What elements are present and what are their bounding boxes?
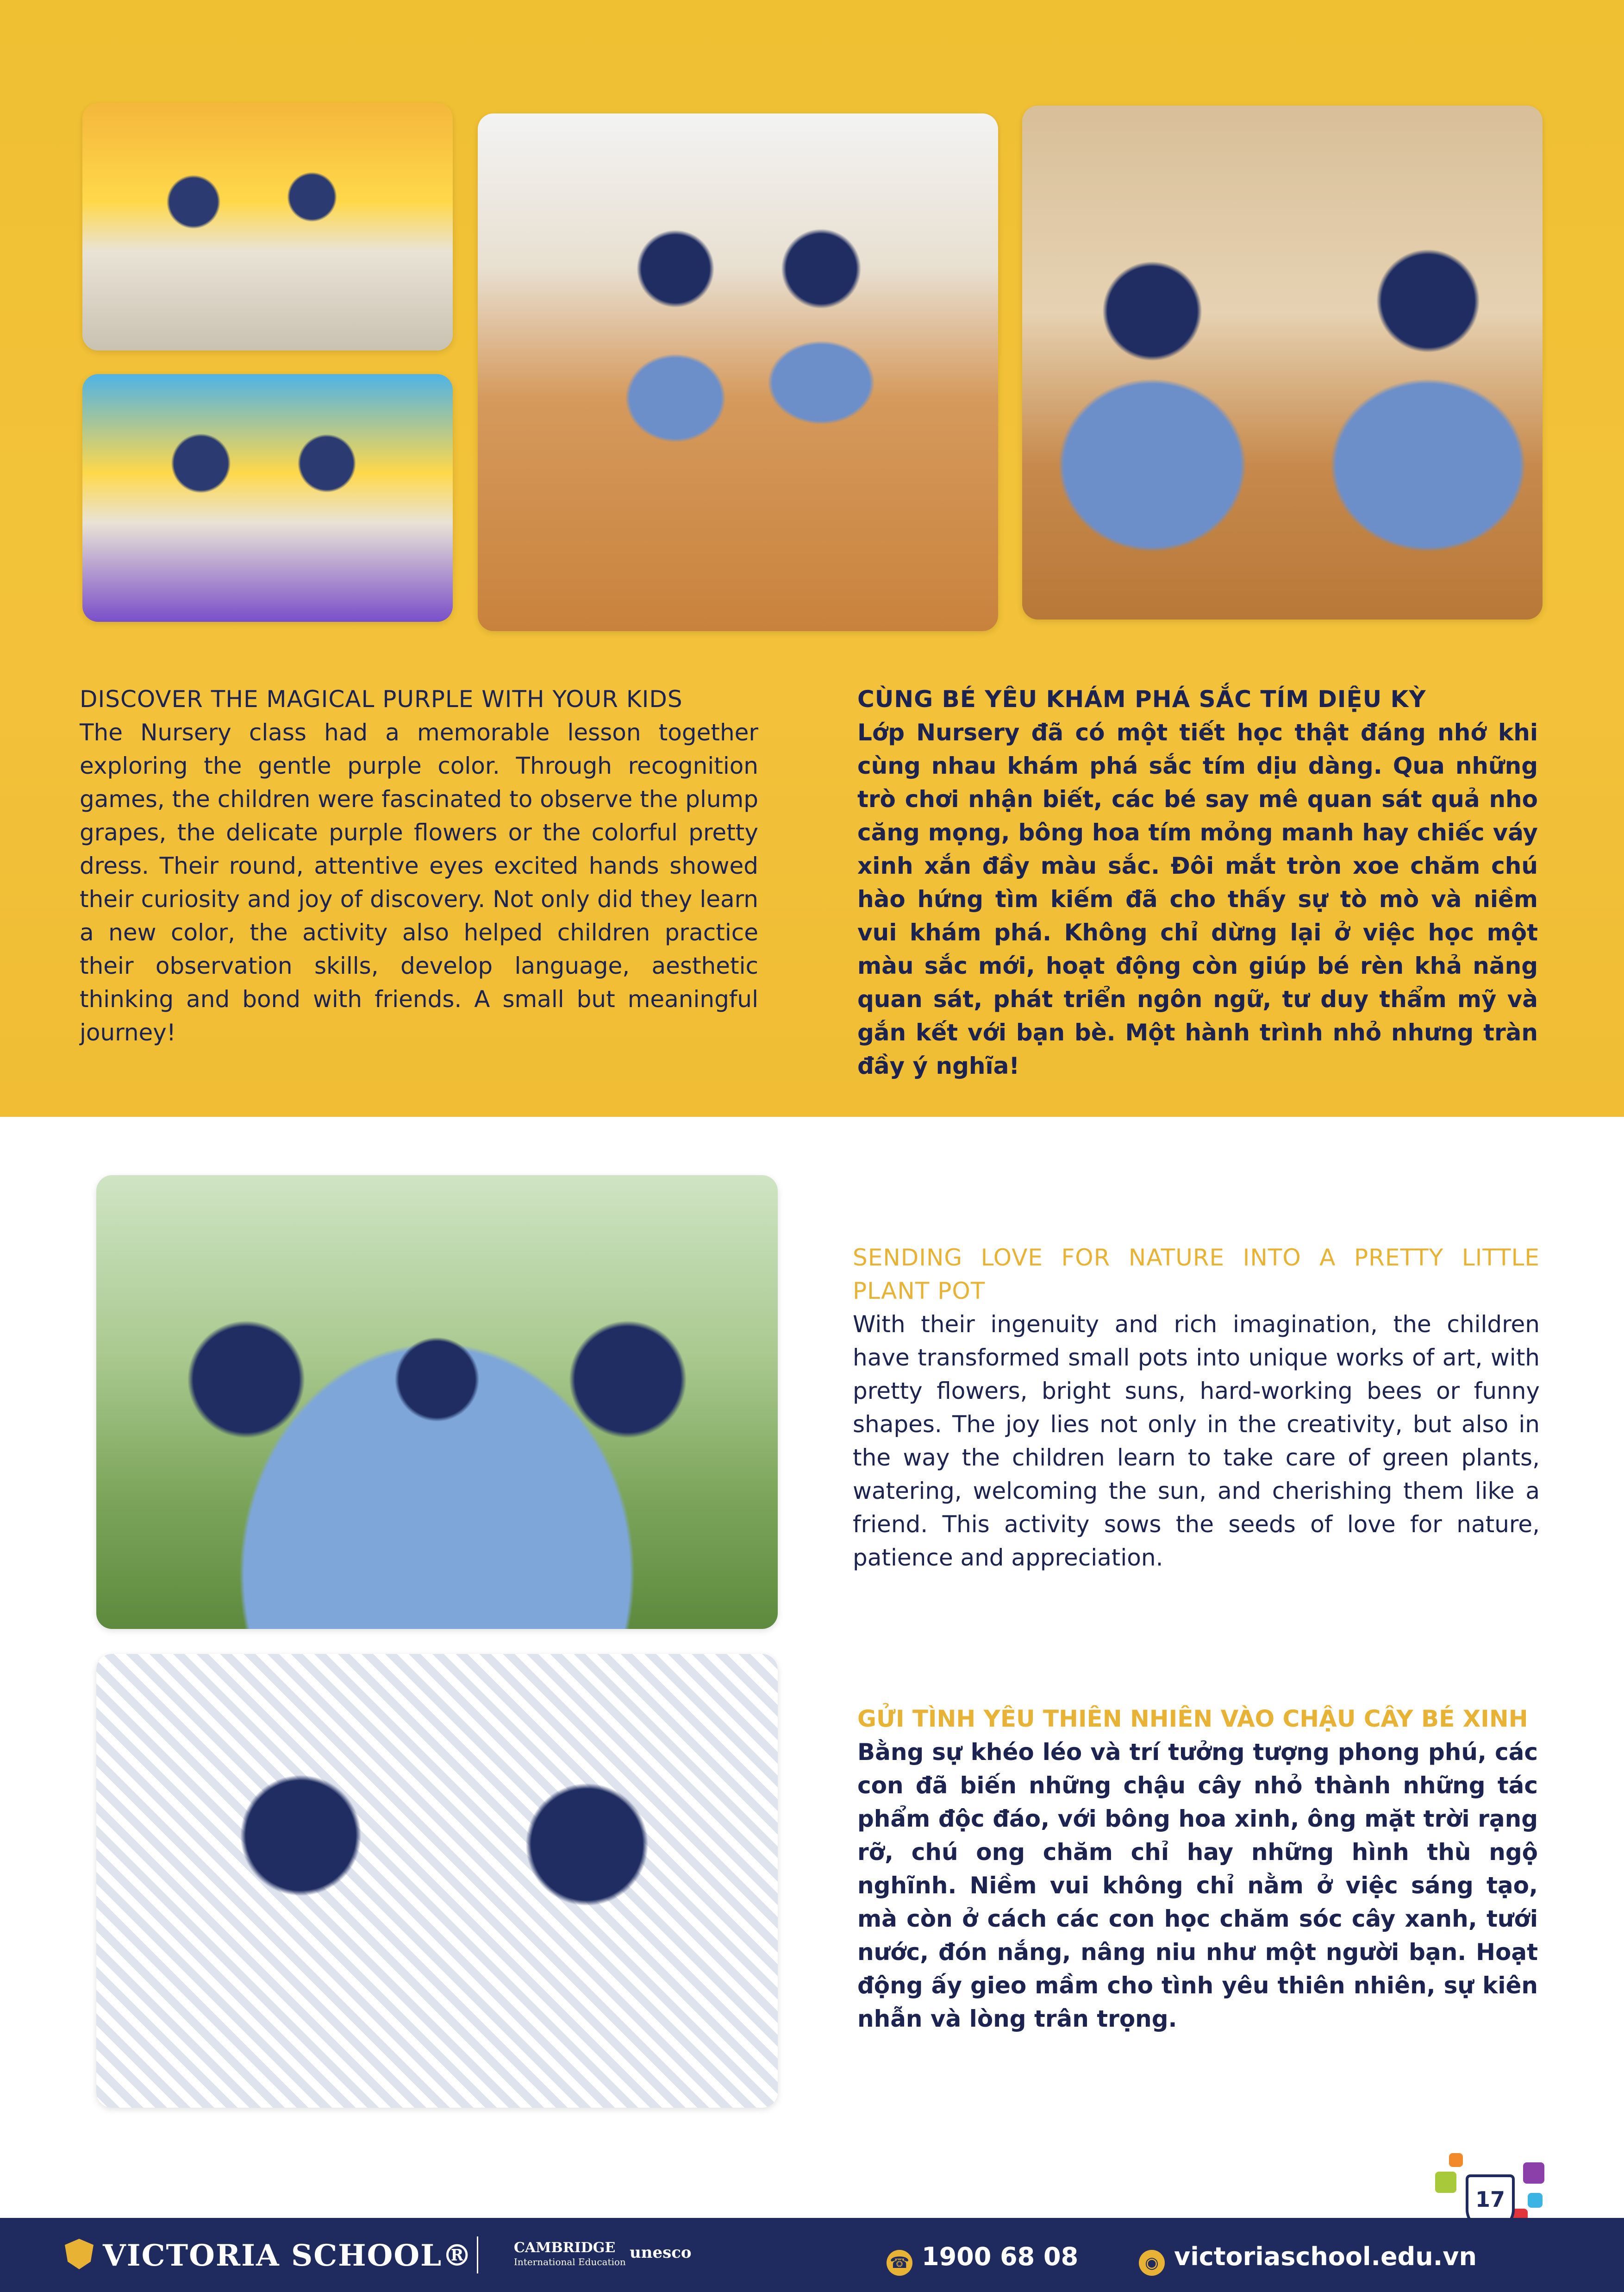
decor-square-green <box>1435 2172 1456 2193</box>
decor-square-purple <box>1523 2162 1544 2184</box>
footer-divider <box>477 2236 478 2273</box>
section2-vn-body: Bằng sự khéo léo và trí tưởng tượng phong phú, các con đã biến những chậu cây nhỏ thành những tác phẩm độc đáo, với bông hoa xinh, ông mặt trời rạng rỡ, chú ong chăm chỉ hay những hình thù ngộ nghĩnh. Niềm vui không chỉ nằm ở việc sáng tạo, mà còn ở cách các con học chăm sóc cây xanh, tưới nước, đón nắng, nâng niu như một người bạn. Hoạt động ấy gieo mầm cho tình yêu thiên nhiên, sự kiên nhẫn và lòng trân trọng. <box>857 1739 1538 2032</box>
phone-number: 1900 68 08 <box>922 2242 1079 2271</box>
section1-vn-text <box>857 683 1538 1083</box>
footer-website[interactable] <box>1139 2242 1477 2276</box>
victoria-school-logo <box>65 2238 473 2273</box>
logo-text: VICTORIA SCHOOL® <box>103 2238 473 2273</box>
section2-en-text <box>853 1241 1540 1574</box>
section2-en-body: With their ingenuity and rich imagination, the children have transformed small pots into unique works of art, with pretty flowers, bright suns, hard-working bees or funny shapes. The joy lies not only in the creativity, but also in the way the children learn to take care of green plants, watering, welcoming the sun, and cherishing them like a friend. This activity sows the seeds of love for nature, patience and appreciation. <box>853 1311 1540 1571</box>
shield-icon <box>65 2239 94 2269</box>
globe-icon: ◉ <box>1139 2250 1165 2276</box>
photo-kids-decorating-pots <box>96 1654 778 2108</box>
photo-kids-purple-objects <box>1022 106 1543 620</box>
section2-vn-text <box>857 1702 1538 2035</box>
footer-phone[interactable] <box>887 2242 1078 2276</box>
phone-icon: ☎ <box>887 2250 912 2276</box>
photo-kids-playing-purple-toys <box>82 374 453 622</box>
cambridge-logo <box>514 2241 626 2269</box>
section1-vn-heading: CÙNG BÉ YÊU KHÁM PHÁ SẮC TÍM DIỆU KỲ <box>857 686 1426 713</box>
page-number: 17 <box>1466 2174 1515 2231</box>
cambridge-name: CAMBRIDGE <box>514 2240 616 2256</box>
decor-square-orange <box>1449 2153 1463 2167</box>
footer-bar <box>0 2218 1624 2292</box>
photo-kids-hoop-game <box>478 113 998 631</box>
unesco-logo <box>630 2243 692 2262</box>
section2-en-heading: SENDING LOVE FOR NATURE INTO A PRETTY LITTLE PLANT POT <box>853 1244 1540 1304</box>
section2-vn-heading: GỬI TÌNH YÊU THIÊN NHIÊN VÀO CHẬU CÂY BÉ XINH <box>857 1705 1528 1732</box>
section1-en-text <box>80 683 758 1049</box>
photo-kids-sorting-purple-beads <box>82 103 453 351</box>
cambridge-subtitle: International Education <box>514 2256 626 2267</box>
unesco-name: unesco <box>630 2243 692 2262</box>
section1-en-body: The Nursery class had a memorable lesson together exploring the gentle purple color. Through recognition games, the children were fascinated to observe the plump grapes, the delicate purple flowers or the colorful pretty dress. Their round, attentive eyes excited hands showed their curiosity and joy of discovery. Not only did they learn a new color, the activity also helped children practice their observation skills, develop language, aesthetic thinking and bond with friends. A small but meaningful journey! <box>80 719 758 1046</box>
section1-vn-body: Lớp Nursery đã có một tiết học thật đáng nhớ khi cùng nhau khám phá sắc tím dịu dàng. Qua những trò chơi nhận biết, các bé say mê quan sát quả nho căng mọng, bông hoa tím mỏng manh hay chiếc váy xinh xắn đầy màu sắc. Đôi mắt tròn xoe chăm chú hào hứng tìm kiếm đã cho thấy sự tò mò và niềm vui khám phá. Không chỉ dừng lại ở việc học một màu sắc mới, hoạt động còn giúp bé rèn khả năng quan sát, phát triển ngôn ngữ, tư duy thẩm mỹ và gắn kết với bạn bè. Một hành trình nhỏ nhưng tràn đầy ý nghĩa! <box>857 719 1538 1079</box>
section1-en-heading: DISCOVER THE MAGICAL PURPLE WITH YOUR KIDS <box>80 686 683 713</box>
decor-square-blue <box>1528 2193 1543 2208</box>
website-url: victoriaschool.edu.vn <box>1174 2242 1477 2271</box>
photo-kids-holding-plant-pots <box>96 1175 778 1629</box>
